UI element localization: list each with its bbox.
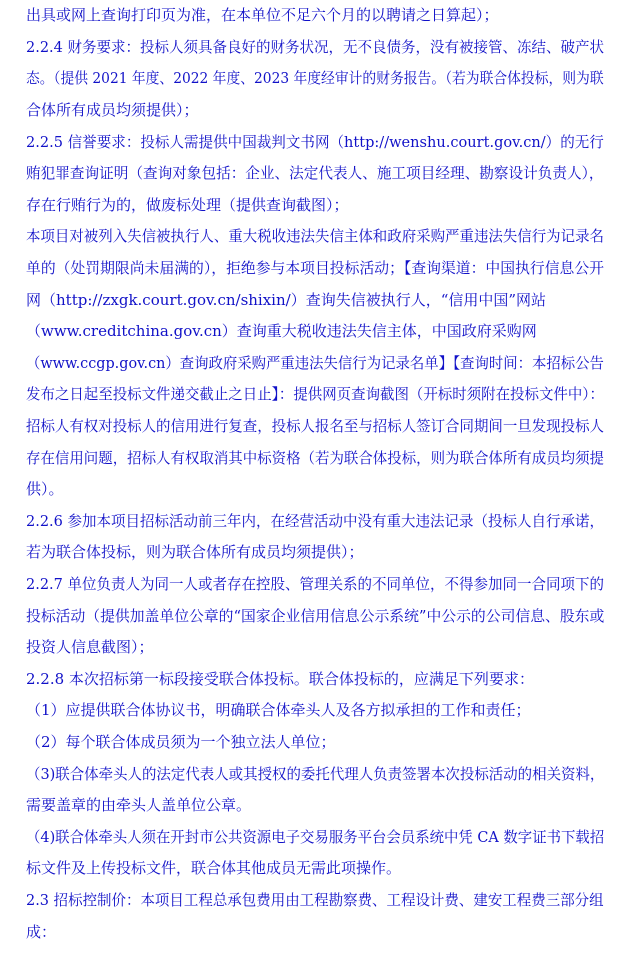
text-line: 2.2.5 信誉要求：投标人需提供中国裁判文书网（http://wenshu.court.gov.cn/）的无行	[26, 133, 604, 151]
text-line: 成：	[26, 923, 57, 941]
text-line: 出具或网上查询打印页为准，在本单位不足六个月的以聘请之日算起）；	[26, 6, 499, 24]
text-line: 2.2.7 单位负责人为同一人或者存在控股、管理关系的不同单位，不得参加同一合同项下的	[26, 575, 604, 593]
text-line: 态。（提供 2021 年度、2022 年度、2023 年度经审计的财务报告。（若为联合体投标，则为联	[26, 69, 604, 87]
text-line: （2）每个联合体成员须为一个独立法人单位；	[26, 733, 336, 751]
text-line: （1）应提供联合体协议书，明确联合体牵头人及各方拟承担的工作和责任；	[26, 701, 531, 719]
text-line: 存在信用问题，招标人有权取消其中标资格（若为联合体投标，则为联合体所有成员均须提	[26, 449, 604, 467]
text-line: （4)联合体牵头人须在开封市公共资源电子交易服务平台会员系统中凭 CA 数字证书下载招	[26, 828, 605, 846]
text-line: 本项目对被列入失信被执行人、重大税收违法失信主体和政府采购严重违法失信行为记录名	[26, 227, 604, 245]
text-line: 投资人信息截图）；	[26, 638, 154, 656]
text-line: 招标人有权对投标人的信用进行复查，投标人报名至与招标人签订合同期间一旦发现投标人	[26, 417, 604, 435]
text-line: 存在行贿行为的，做废标处理（提供查询截图）；	[26, 196, 349, 214]
text-line: 2.2.8 本次招标第一标段接受联合体投标。联合体投标的，应满足下列要求：	[26, 670, 534, 688]
text-line: 发布之日起至投标文件递交截止之日止】：提供网页查询截图（开标时须附在投标文件中）：	[26, 385, 604, 403]
text-line: （www.creditchina.gov.cn）查询重大税收违法失信主体，中国政府采购网	[26, 322, 537, 340]
text-line: （www.ccgp.gov.cn）查询政府采购严重违法失信行为记录名单】【查询时间：本招标公告	[26, 354, 604, 372]
text-line: 2.2.6 参加本项目招标活动前三年内，在经营活动中没有重大违法记录（投标人自行承诺，	[26, 512, 604, 530]
text-line: 合体所有成员均须提供）；	[26, 101, 199, 119]
text-line: 单的（处罚期限尚未届满的），拒绝参与本项目投标活动；【查询渠道：中国执行信息公开	[26, 259, 604, 277]
text-line: 投标活动（提供加盖单位公章的“国家企业信用信息公示系统”中公示的公司信息、股东或	[26, 607, 605, 625]
text-line: （3)联合体牵头人的法定代表人或其授权的委托代理人负责签署本次投标活动的相关资料，	[26, 765, 605, 783]
text-line: 2.3 招标控制价：本项目工程总承包费用由工程勘察费、工程设计费、建安工程费三部分组	[26, 891, 604, 909]
text-line: 供）。	[26, 480, 64, 498]
text-line: 网（http://zxgk.court.gov.cn/shixin/）查询失信被执行人，“信用中国”网站	[26, 291, 547, 309]
text-line: 需要盖章的由牵头人盖单位公章。	[26, 796, 252, 814]
text-line: 2.2.4 财务要求：投标人须具备良好的财务状况，无不良债务，没有被接管、冻结、破产状	[26, 38, 604, 56]
text-line: 贿犯罪查询证明（查询对象包括：企业、法定代表人、施工项目经理、勘察设计负责人），	[26, 164, 604, 182]
text-line: 若为联合体投标，则为联合体所有成员均须提供）；	[26, 543, 364, 561]
text-line: 标文件及上传投标文件，联合体其他成员无需此项操作。	[26, 859, 402, 877]
